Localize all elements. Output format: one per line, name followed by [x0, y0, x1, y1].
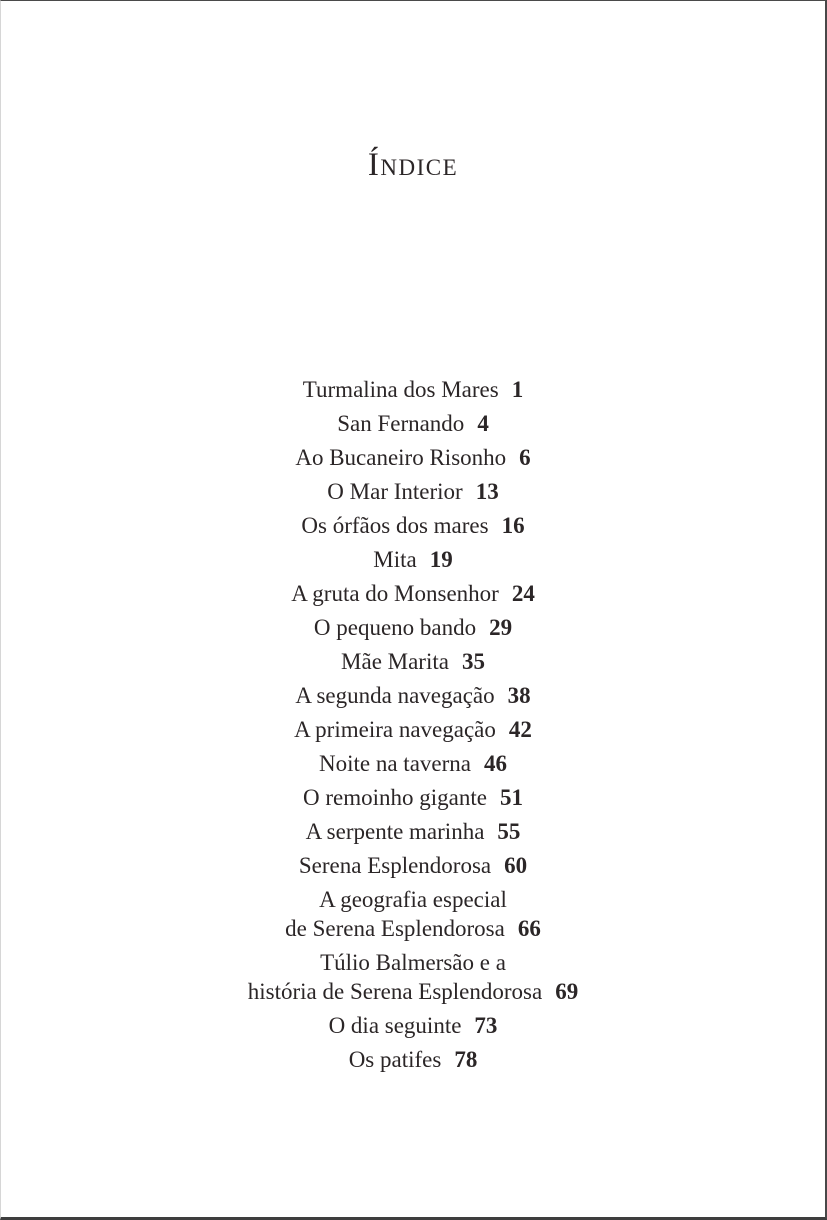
toc-entry-line	[1, 613, 825, 642]
toc-entry-title: história de Serena Esplendorosa	[247, 979, 543, 1004]
toc-entry-page-number: 66	[517, 916, 541, 941]
toc-entry-line	[1, 511, 825, 540]
toc-entry	[1, 948, 825, 1006]
toc-entry-line	[1, 477, 825, 506]
toc-entry-page-number: 19	[429, 547, 453, 572]
toc-entry-line	[1, 817, 825, 846]
toc-entry-line	[1, 647, 825, 676]
toc-entry-page-number: 13	[475, 479, 499, 504]
toc-entry-line	[1, 409, 825, 438]
toc-entry-page-number: 60	[504, 853, 528, 878]
toc-entry-line	[1, 885, 825, 914]
toc-entry-line	[1, 579, 825, 608]
toc-entry-line	[1, 545, 825, 574]
toc-entry	[1, 477, 825, 506]
toc-entry-title: A primeira navegação	[294, 717, 496, 742]
toc-entry-line	[1, 977, 825, 1006]
page-title: Índice	[367, 147, 459, 183]
toc-entry	[1, 647, 825, 676]
toc-entry-page-number: 69	[555, 979, 579, 1004]
toc-entry	[1, 817, 825, 846]
toc-entry-title: O Mar Interior	[327, 479, 463, 504]
toc-entry	[1, 579, 825, 608]
toc-entry	[1, 511, 825, 540]
toc-entry	[1, 443, 825, 472]
toc-entry-title: A serpente marinha	[305, 819, 485, 844]
toc-entry-title: O remoinho gigante	[303, 785, 487, 810]
toc-entry	[1, 783, 825, 812]
toc-entry-title: San Fernando	[337, 411, 465, 436]
toc-entry-line	[1, 375, 825, 404]
toc-entry-title: Os órfãos dos mares	[301, 513, 489, 538]
toc-entry	[1, 715, 825, 744]
toc-entry-page-number: 4	[477, 411, 489, 436]
toc-entry-line	[1, 783, 825, 812]
toc-entry	[1, 681, 825, 710]
toc-entry-line	[1, 443, 825, 472]
toc-entry-line	[1, 1011, 825, 1040]
toc-entry	[1, 1011, 825, 1040]
toc-entry	[1, 885, 825, 943]
toc-entry-page-number: 73	[474, 1013, 498, 1038]
toc-entry-title: Os patifes	[348, 1047, 442, 1072]
toc-entry-title: O dia seguinte	[328, 1013, 462, 1038]
toc-entry-line	[1, 914, 825, 943]
toc-entry-title: A geografia especial	[319, 887, 507, 912]
toc-entry-line	[1, 681, 825, 710]
toc-entry-line	[1, 749, 825, 778]
toc-entry-title: Ao Bucaneiro Risonho	[295, 445, 507, 470]
toc-entry-page-number: 42	[508, 717, 532, 742]
toc-entry-title: Serena Esplendorosa	[298, 853, 492, 878]
toc-entry-page-number: 1	[511, 377, 524, 402]
toc-entry	[1, 409, 825, 438]
toc-entry	[1, 545, 825, 574]
toc-entry-page-number: 51	[499, 785, 523, 810]
toc-entry-line	[1, 851, 825, 880]
toc-entry-title: Mita	[373, 547, 417, 572]
toc-entry	[1, 749, 825, 778]
toc-entry-title: Mãe Marita	[341, 649, 449, 674]
toc-entry-page-number: 29	[489, 615, 513, 640]
toc-entry-title: A gruta do Monsenhor	[291, 581, 499, 606]
toc-entry-page-number: 38	[507, 683, 531, 708]
toc-entry-line	[1, 1045, 825, 1074]
toc-entry-line	[1, 715, 825, 744]
toc-entry-page-number: 46	[483, 751, 507, 776]
toc-entry-line	[1, 948, 825, 977]
toc-entry	[1, 613, 825, 642]
toc-entry-title: Turmalina dos Mares	[302, 377, 499, 402]
toc-entry	[1, 1045, 825, 1074]
toc-entry-page-number: 35	[461, 649, 485, 674]
toc-entry-page-number: 24	[511, 581, 535, 606]
toc-entry-page-number: 55	[497, 819, 521, 844]
toc-entry-page-number: 78	[454, 1047, 478, 1072]
toc-entry-title: A segunda navegação	[295, 683, 495, 708]
toc-list	[1, 375, 825, 1079]
toc-entry-page-number: 16	[501, 513, 525, 538]
toc-entry-title: de Serena Esplendorosa	[285, 916, 505, 941]
toc-entry	[1, 375, 825, 404]
toc-entry-title: O pequeno bando	[313, 615, 477, 640]
toc-entry-page-number: 6	[519, 445, 531, 470]
toc-entry-title: Noite na taverna	[319, 751, 471, 776]
toc-entry-title: Túlio Balmersão e a	[320, 950, 506, 975]
toc-entry	[1, 851, 825, 880]
